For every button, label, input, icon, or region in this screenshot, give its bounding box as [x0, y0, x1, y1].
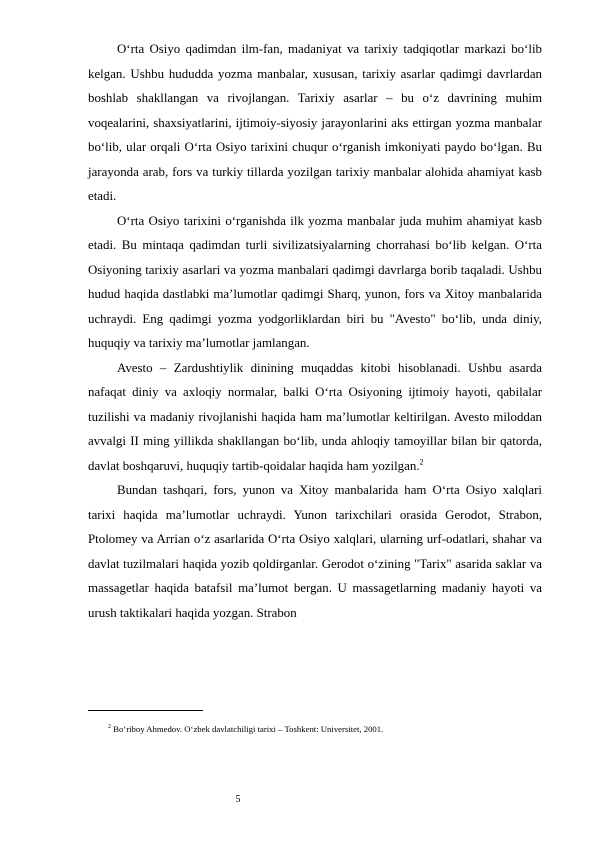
footnote-number: 2: [108, 724, 111, 731]
paragraph-4: Bundan tashqari, fors, yunon va Xitoy manbalarida ham O‘rta Osiyo xalqlari tarixi haqida ma’lumotlar uchraydi. Yunon tarixchilari orasida Gerodot, Strabon, Ptolomey va Arrian o‘z asarlarida O‘rta Osiyo xalqlari, ularning urf-odatlari, shahar va davlat tuzilmalari haqida yozib qoldirganlar. Gerodot o‘zining "Tarix" asarida saklar va massagetlar haqida batafsil ma’lumot bergan. U massagetlarning madaniy hayoti va urush taktikalari haqida yozgan. Strabon: [88, 483, 542, 620]
paragraph-1: O‘rta Osiyo qadimdan ilm-fan, madaniyat va tarixiy tadqiqotlar markazi bo‘lib kelgan. Ushbu hududda yozma manbalar, xususan, tarixiy asarlar qadimgi davrlardan boshlab shakllangan va rivojlangan. Tarixiy asarlar – bu o‘z davrining muhim voqealarini, shaxsiyatlarini, ijtimoiy-siyosiy jarayonlarini aks ettirgan yozma manbalar bo‘lib, ular orqali O‘rta Osiyo tarixini chuqur o‘rganish imkoniyati paydo bo‘lgan. Bu jarayonda arab, fors va turkiy tillarda yozilgan tarixiy manbalar alohida ahamiyat kasb etadi.: [88, 42, 542, 203]
footnote-text: Bo‘riboy Ahmedov. O‘zbek davlatchiligi tarixi – Toshkent: Universitet, 2001.: [113, 724, 384, 734]
footnote-separator: [88, 710, 203, 711]
body-text: [88, 37, 542, 625]
footnote: [108, 723, 548, 735]
paragraph-3-text: Avesto – Zardushtiylik dinining muqaddas kitobi hisoblanadi. Ushbu asarda nafaqat diniy va axloqiy normalar, balki O‘rta Osiyoning ijtimoiy hayoti, qabilalar tuzilishi va madaniy rivojlanishi haqida ham ma’lumotlar keltirilgan. Avesto miloddan avvalgi II ming yillikda shakllangan bo‘lib, unda ahloqiy tamoyillar bilan bir qatorda, davlat boshqaruvi, huquqiy tartib-qoidalar haqida ham yozilgan.: [88, 360, 542, 473]
footnote-reference: 2: [419, 457, 424, 467]
paragraph-2: O‘rta Osiyo tarixini o‘rganishda ilk yozma manbalar juda muhim ahamiyat kasb etadi. Bu mintaqa qadimdan turli sivilizatsiyalarning chorrahasi bo‘lib kelgan. O‘rta Osiyoning tarixiy asarlari va yozma manbalari qadimgi davrlarga borib taqaladi. Ushbu hudud haqida dastlabki ma’lumotlar qadimgi Sharq, yunon, fors va Xitoy manbalarida uchraydi. Eng qadimgi yozma yodgorliklardan biri bu "Avesto" bo‘lib, unda diniy, huquqiy va tarixiy ma’lumotlar jamlangan.: [88, 213, 542, 350]
paragraph-3: [88, 356, 542, 479]
page-number: 5: [235, 794, 241, 805]
